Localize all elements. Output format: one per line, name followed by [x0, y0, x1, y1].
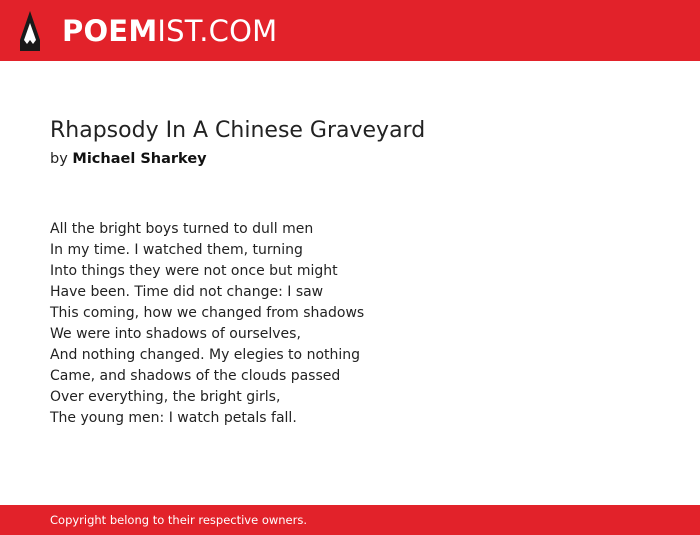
poem-line: And nothing changed. My elegies to nothing — [50, 347, 361, 363]
site-header — [0, 0, 700, 61]
poem-body — [50, 219, 364, 429]
poem-line: Have been. Time did not change: I saw — [50, 284, 324, 300]
site-logo-text — [62, 10, 277, 52]
byline — [50, 149, 207, 169]
poem-line: Came, and shadows of the clouds passed — [50, 368, 341, 384]
poem-line: Over everything, the bright girls, — [50, 389, 281, 405]
author-name: Michael Sharkey — [72, 151, 207, 167]
poem-line: In my time. I watched them, turning — [50, 242, 303, 258]
by-label: by — [50, 151, 68, 167]
pencil-tip-icon — [18, 10, 42, 52]
site-footer — [0, 505, 700, 535]
poem-line: This coming, how we changed from shadows — [50, 305, 365, 321]
logo-bold-text: POEM — [62, 14, 158, 48]
poem-title: Rhapsody In A Chinese Graveyard — [50, 118, 426, 143]
poem-line: We were into shadows of ourselves, — [50, 326, 301, 342]
poem-line: All the bright boys turned to dull men — [50, 221, 314, 237]
poem-line: Into things they were not once but might — [50, 263, 338, 279]
copyright-text: Copyright belong to their respective owners. — [50, 513, 308, 527]
poem-line: The young men: I watch petals fall. — [50, 410, 297, 426]
logo-light-text: IST.COM — [157, 14, 278, 48]
site-logo-link[interactable] — [18, 10, 277, 52]
